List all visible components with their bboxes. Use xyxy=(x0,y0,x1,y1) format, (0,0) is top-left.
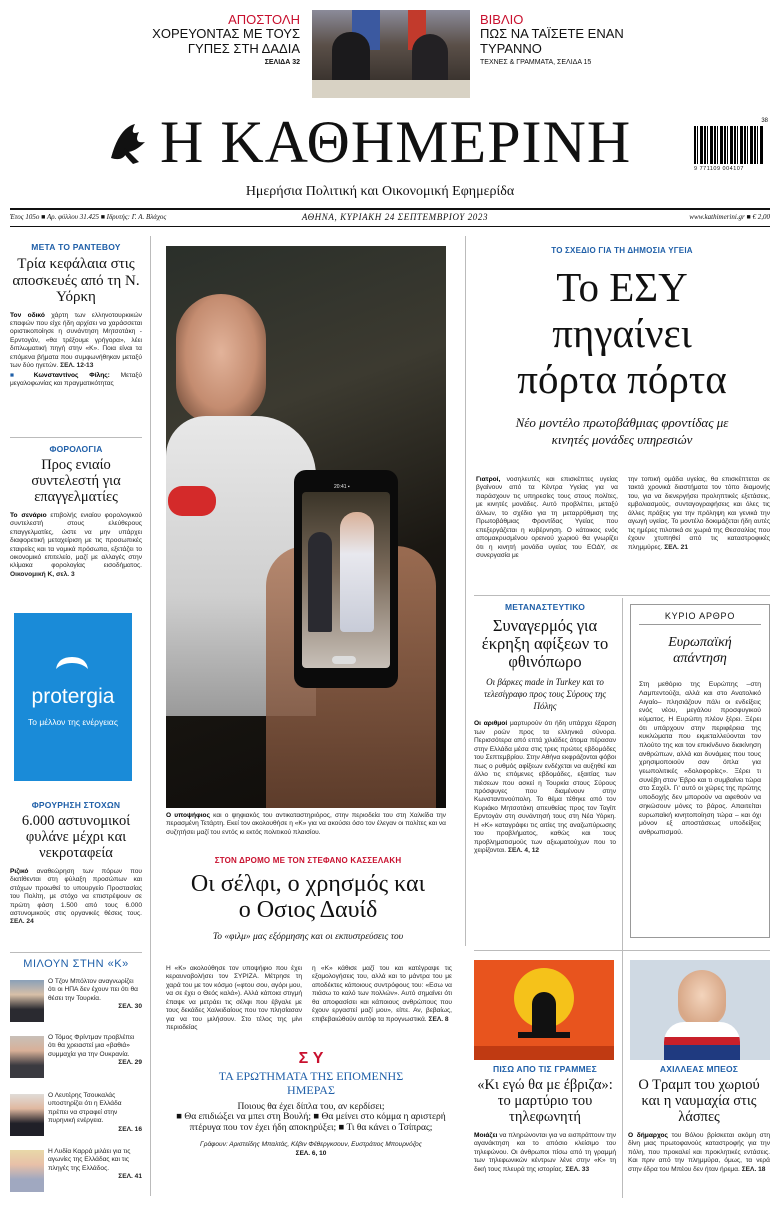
protergia-ad[interactable] xyxy=(14,613,132,781)
story-text: να πληρώνονται για να εισπράττουν την αγανάκτηση και το απόσιο κλείσιμο του τηλεφώνου. Οι άνθρωποι πίσω από τη γραμμή των τηλεφωνικών κέντρων λένε στην «Κ» τη δική τους πλευρά της ιστορίας. xyxy=(474,1131,616,1173)
story-title: Το ΕΣΥ πηγαίνει πόρτα πόρτα xyxy=(517,264,727,402)
story-body xyxy=(474,1132,616,1174)
left-story-police[interactable] xyxy=(10,800,142,927)
masthead-subtitle: Ημερήσια Πολιτική και Οικονομική Εφημερίδα xyxy=(245,184,515,199)
caption-text: και ο ψηφιακός του αντικαταστηριόρος, στην περιοδεία του στη Χαλκίδα την περασμένη Τετάρτη. Εκεί τον ακολουθήσε η «Κ» για να ακούσει όσο τον έλεγαν οι πολίτες και να συζητήσει μαζί του εντός κι εκτός πολιτικού πλαισίου. xyxy=(166,812,446,836)
center-story[interactable] xyxy=(158,856,458,942)
chair-shape xyxy=(518,1032,570,1038)
story-ref: ΣΕΛ. 18 xyxy=(741,1165,766,1173)
story-lead: Οι αριθμοί xyxy=(474,720,508,728)
story-lead: Το σενάριο xyxy=(10,511,47,519)
dateline-right: www.kathimerini.gr ■ € 2,00 xyxy=(689,213,770,221)
story-ref: ΣΕΛ. 12-13 xyxy=(60,362,94,370)
top-teaser-photo xyxy=(312,10,470,98)
dateline-rule xyxy=(10,226,770,227)
dateline-rule xyxy=(10,208,770,210)
story-text: η «Κ» κάθισε μαζί του και κατέγραψε τις εξομολογήσεις του, αλλά και το μάντρα του με αποδέκτες κάποιους συντρόφους του: «Εσω να πιάσω το καλό των πολλών». Αυτό σημαίνει ότι θα αποφασίσει και κάποιους ανθρώπους που έχουν εργαστεί μαζί μου», είπε. Αν, βεβαίως, επιβεβαιώθούν αυτόφ τα προγνωστικά. xyxy=(312,965,452,1023)
section-divider xyxy=(10,437,142,438)
section-divider xyxy=(474,950,770,951)
dateline-left: Έτος 105ο ■ Αρ. φύλλου 31.425 ■ Ιδρυτής: Γ. Α. Βλάχος xyxy=(10,213,167,221)
caricature-head xyxy=(678,970,726,1026)
story-title: Οι σέλφι, ο χρησμός και ο Οσιος Δαυίδ xyxy=(190,871,426,924)
story-title: Συναγερμός για έκρηξη αφίξεων το φθινόπωρο xyxy=(481,616,609,672)
main-photo xyxy=(166,246,446,808)
story-kicker: ΜΕΤΑ ΤΟ ΡΑΝΤΕΒΟΥ xyxy=(31,242,121,252)
speak-ref: ΣΕΛ. 29 xyxy=(118,1059,142,1067)
questions-ref: ΣΕΛ. 6, 10 xyxy=(295,1150,327,1158)
story-subtitle: Οι βάρκες made in Turkey και το τελεσίγραφο προς τους Σύρους της Πόλης xyxy=(483,677,607,711)
speak-name: Ο Τόμος Φρίντμαν xyxy=(48,1034,102,1041)
phone-clock: 20:41 ▪ xyxy=(334,484,350,490)
speak-header: ΜΙΛΟΥΝ ΣΤΗΝ «Κ» xyxy=(23,958,129,970)
speak-item[interactable] xyxy=(10,1034,142,1086)
trump-illustration xyxy=(630,960,770,1060)
note-text: Μεταξύ μεγαλοφωνίας και πραγματικότητας xyxy=(10,371,142,387)
main-story-col2 xyxy=(628,476,770,552)
speak-name: Η Λυδία Καρρά xyxy=(48,1148,93,1155)
story-title: «Κι εγώ θα με έβριζα»: το μαρτύριο του τηλεφωνητή xyxy=(477,1077,613,1125)
speak-name: Ο Λευτέρης Τσουκαλάς xyxy=(48,1092,116,1099)
questions-line1: Ποιους θα έχει δίπλα του, αν κερδίσει; xyxy=(237,1101,385,1112)
column-divider xyxy=(150,236,151,1196)
questions-line2: ■ Θα επιδιώξει να μπει στη Βουλή; ■ Θα μείνει στο κόμμα η αριστερή πτέρυγα που τον έχει ήδη αποκηρύξει; ■ Τι θα κάνει ο Τσίπρας; xyxy=(176,1111,446,1134)
speak-box xyxy=(10,958,142,970)
left-story-ny[interactable] xyxy=(10,242,142,388)
barcode-issue: 38 xyxy=(761,118,768,124)
speak-quote: μιλάει για τις αγωνίες της Ελλάδας και τις πληγές της Ελλάδος. xyxy=(48,1148,131,1172)
person-silhouette xyxy=(308,532,332,632)
editorial-kicker: ΚΥΡΙΟ ΑΡΘΡΟ xyxy=(639,611,761,625)
story-title: Ο Τραμπ του χωριού και η ναυμαχία στις λάσπες xyxy=(638,1077,760,1125)
teaser-ref: ΣΕΛΙΔΑ 32 xyxy=(264,58,300,66)
masthead-logo-icon xyxy=(105,118,153,170)
left-story-tax[interactable] xyxy=(10,444,142,579)
note-author: Κωνσταντίνος Φίλης: xyxy=(33,371,110,379)
story-lead: Τον οδικό xyxy=(10,311,45,319)
story-text: του Βόλου βρίσκεται ακόμη στη δίνη μιας πρωτοφανούς καταστροφής για την πόλη, που προκαλεί και προκλητικές εντάσεις. Και πριν από την πλημμύρα, όμως, τα νερά στην έδρα του Μπέου δεν ήταν ήρεμα. xyxy=(628,1131,770,1173)
editorial-title: Ευρωπαϊκή απάντηση xyxy=(668,635,732,667)
avatar xyxy=(10,980,44,1022)
questions-authors: Γράφουν: Αριστείδης Μπαλτάς, Κέβιν Φέθεργκσουν, Ευστράτιος Μπουρνόζος xyxy=(200,1141,422,1149)
story-body xyxy=(10,312,142,371)
story-kicker: ΤΟ ΣΧΕΔΙΟ ΓΙΑ ΤΗ ΔΗΜΟΣΙΑ ΥΓΕΙΑ xyxy=(551,246,693,255)
story-body xyxy=(474,720,616,855)
story-lead: Ο δήμαρχος xyxy=(628,1131,668,1139)
story-kicker: ΑΧΙΛΛΕΑΣ ΜΠΕΟΣ xyxy=(659,1064,739,1074)
desk-shape xyxy=(474,1046,614,1060)
story-title: Προς ενιαίο συντελεστή για επαγγελματίες xyxy=(31,457,121,505)
callcenter-illustration xyxy=(474,960,614,1060)
barcode-bars xyxy=(694,126,764,164)
speak-ref: ΣΕΛ. 30 xyxy=(118,1003,142,1011)
caption-lead: Ο υποψήφιος xyxy=(166,812,210,819)
teaser-title: ΠΩΣ ΝΑ ΤΑΪΣΕΤΕ ΕΝΑΝ ΤΥΡΑΝΝΟ xyxy=(480,26,624,56)
masthead-title: Η ΚΑΘΗΜΕΡΙΝΗ xyxy=(160,109,632,175)
story-body xyxy=(10,512,142,580)
story-body xyxy=(628,1132,770,1174)
story-text: Η «Κ» ακολούθησε τον υποψήφιο που έχει κεραυνοβολήσει τον ΣΥΡΙΖΑ. Μέτρησε τη χαρά του με τον κόσμο («φτου σου, αγόρι μου, να σε έχει ο Θεός καλά»). Αλλά κάποια στιγμή έπαψε να μετράει τις σέλφι που έβγαλε με τους δεκάδες Χαλκιδαίους που τον πλησίασαν για να του μιλήσουν. Στο τέλος της μίνι περιοδείας xyxy=(166,965,302,1032)
phone-screen xyxy=(302,492,390,668)
speak-item[interactable] xyxy=(10,1092,142,1144)
story-ref: ΣΕΛ. 33 xyxy=(565,1165,590,1173)
story-kicker: ΦΡΟΥΡΗΣΗ ΣΤΟΧΩΝ xyxy=(31,800,121,810)
teaser-ref: ΤΕΧΝΕΣ & ΓΡΑΜΜΑΤΑ, ΣΕΛΙΔΑ 15 xyxy=(480,58,592,66)
story-ref: ΣΕΛ. 24 xyxy=(10,918,34,926)
questions-symbol: Σ Y xyxy=(298,1050,324,1067)
story-kicker: ΠΙΣΩ ΑΠΟ ΤΙΣ ΓΡΑΜΜΕΣ xyxy=(493,1064,597,1074)
figure-shape xyxy=(532,992,556,1036)
teaser-title: ΧΟΡΕΥΟΝΤΑΣ ΜΕ ΤΟΥΣ ΓΥΠΕΣ ΣΤΗ ΔΑΔΙΑ xyxy=(152,26,300,56)
story-title: 6.000 αστυνομικοί φυλάνε μέχρι και νεκροταφεία xyxy=(21,813,131,861)
section-divider xyxy=(10,952,142,953)
story-subtitle: Νέο μοντέλο πρωτοβάθμιας φροντίδας με κινητές μονάδες υπηρεσιών xyxy=(515,414,729,447)
top-teaser-left[interactable] xyxy=(150,12,300,66)
migration-story[interactable] xyxy=(474,602,616,855)
story-text: επιβολής ενιαίου φορολογικού συντελεστή στους ελεύθερους επαγγελματίες, ώστε να μην υπάρχει διαφορετική μεταχείριση με τις προσωπικές εταιρείες και τα νομικά πρόσωπα, εξετάζει το οικονομικό επιτελείο, μαζί με αλλαγές στην κλίμακα φορολογίας εισοδήματος. xyxy=(10,511,142,570)
center-story-col2 xyxy=(312,965,452,1024)
ad-tagline: Το μέλλον της ενέργειας xyxy=(28,717,118,727)
table-shape xyxy=(312,80,470,98)
main-story[interactable] xyxy=(474,246,770,449)
avatar xyxy=(10,1094,44,1136)
teaser-kicker: ΑΠΟΣΤΟΛΗ xyxy=(228,12,300,27)
caricature-body xyxy=(664,1022,740,1060)
story-text: αναθεώρηση των πόρων που διατίθενται στη φύλαξη προσώπων και στόχων προωθεί το υπουργείο Προστασίας του Πολίτη, με στόχο να επιστρέψουν σε πρώτη φάση 1.500 από τους 6.000 αστυνομικούς στις οργανικές θέσεις τους. xyxy=(10,867,142,917)
column-divider xyxy=(465,236,466,946)
story-kicker: ΣΤΟΝ ΔΡΟΜΟ ΜΕ ΤΟΝ ΣΤΕΦΑΝΟ ΚΑΣΣΕΛΑΚΗ xyxy=(214,856,402,865)
phone-slider xyxy=(332,656,356,664)
speak-item[interactable] xyxy=(10,1148,142,1200)
story-ref: Οικονομική Κ, σελ. 3 xyxy=(10,570,75,578)
editorial-body: Στη μεθόριο της Ευρώπης –στη Λαμπεντούζα, αλλά και στο Ανατολικό Αιγαίο– πλησιάζουν πάλι οι ενδείξεις ενός νέου, μεγάλου προσφυγικού κύματος. Η Ευρώπη πλέον ξέρει. Ξέρει ότι υπάρχουν στην περιφέρεια της κυκλώματα που εκμεταλλεύονται τον πλούτο της και τον επικίνδυνο διακίνηση ανθρώπων, αλλά και δυνάμεις που τους χρησιμοποιούν σαν όπλα για γεωπολιτικές «δολοφορίες». Ξέρει τι συνέβη στον Έβρο και τι συμβαίνει τώρα στο Σαχέλ. Γι' αυτό οι χώρες της πρώτης υποδοχής δεν μπορούν να αφεθούν να σηκώσουν μόνες το βάρος. Απαιτείται ευρωπαϊκή κινητοποίηση τώρα – και όχι μόνον εξ αποστάσεως υποδείξεις ανθρωπισμού. xyxy=(639,681,761,836)
column-divider xyxy=(622,598,623,1198)
speak-quote: αναγνωρίζει ότι οι ΗΠΑ δεν έχουν πει ότι θα θέσει την Τουρκία. xyxy=(48,978,138,1002)
avatar xyxy=(10,1150,44,1192)
story-text: χάρτη των ελληνοτουρκικών επαφών που είχε ήδη αρχίσει να χαράσσεται οριστικοποίησε η συνάντηση Μητσοτάκη - Ερντογάν, «θα τρέξουμε γρήγορα», λέει διπλωματική πηγή στην «Κ». Ποια είναι τα επόμενα βήματα που συμφωνήθηκαν μεταξύ των δύο ηγετών. xyxy=(10,311,142,370)
section-divider xyxy=(474,595,770,596)
barcode-number: 9 771109 004107 xyxy=(694,166,744,172)
story-body xyxy=(10,868,142,927)
speak-ref: ΣΕΛ. 41 xyxy=(118,1173,142,1181)
speak-text xyxy=(48,1034,142,1068)
story-ref: ΣΕΛ. 21 xyxy=(664,543,689,551)
speak-ref: ΣΕΛ. 16 xyxy=(118,1125,142,1133)
story-title: Τρία κεφάλαια στις αποσκευές από τη Ν. Υόρκη xyxy=(12,256,140,305)
protergia-logo-icon xyxy=(52,655,92,685)
story-ref: ΣΕΛ. 8 xyxy=(428,1015,449,1023)
bottom-story-callcenter[interactable] xyxy=(474,1064,616,1174)
speak-text xyxy=(48,1092,142,1134)
avatar xyxy=(10,1036,44,1078)
person-silhouette xyxy=(340,512,374,632)
story-ref: ΣΕΛ. 4, 12 xyxy=(507,847,540,855)
story-lead: Ριζικό xyxy=(10,867,29,875)
editorial-box[interactable] xyxy=(630,604,770,938)
story-kicker: ΜΕΤΑΝΑΣΤΕΥΤΙΚΟ xyxy=(504,602,586,612)
story-lead: Μοιάζει xyxy=(474,1131,498,1139)
speak-item[interactable] xyxy=(10,978,142,1030)
story-text: νοσηλευτές και επισκέπτες υγείας βγαίνουν από τα Κέντρα Υγείας για να παράσχουν τις υπηρεσίες τους στους πολίτες, με κινητές μονάδες. Αυτό προβλέπει, μεταξύ άλλων, το σχέδιο για τη μεταρρύθμιση της Πρωτοβάθμιας Φροντίδας Υγείας που επεξεργάζεται η κυβέρνηση. Ο κάτοικος ενός απομακρυσμένου ορεινού χωριού θα γνωρίζει ότι η κινητή μονάδα υγείας του ΕΟΔΥ, σε συνεργασία με xyxy=(476,476,618,559)
story-text: μαρτυρούν ότι ήδη υπάρχει έξαρση των ροών προς τα ελληνικά σύνορα. Περισσότερα από επτά χιλιάδες άτομα πέρασαν στην Ελλάδα μέσα στις τρεις πρώτες εβδομάδες του Σεπτεμβρίου. Στην Αθήνα εκφράζονται φόβοι πως ο ρυθμός αφίξεων ενδέχεται να αυξηθεί και άλλο τις επόμενες εβδομάδες, εξαιτίας των πιέσεων που ασκεί η Τουρκία στους Σύρους πρόσφυγες που διαμένουν στην Κωνσταντινούπολη. Το θέμα τέθηκε από τον Κυριάκο Μητσοτάκη απευθείας προς τον Ταγίπ Ερντογάν στη συνάντησή τους στη Νέα Υόρκη. Η «Κ» καταγράφει τις αιτίες της αναζωπύρωσης του προβλήματος, καθώς και τους προβληματισμούς των αξιωματούχων που το χειρίζονται. xyxy=(474,720,617,855)
story-subtitle: Το «φιλμ» μας εξόρμησης και οι εκπυστρεύσεις του xyxy=(212,931,404,942)
photo-caption xyxy=(166,812,446,837)
questions-box[interactable] xyxy=(166,1050,456,1157)
microphone-icon xyxy=(168,486,216,516)
dateline-center: ΑΘΗΝΑ, ΚΥΡΙΑΚΗ 24 ΣΕΠΤΕΜΒΡΙΟΥ 2023 xyxy=(301,212,489,222)
questions-title: ΤΑ ΕΡΩΤΗΜΑΤΑ ΤΗΣ ΕΠΟΜΕΝΗΣ ΗΜΕΡΑΣ xyxy=(218,1069,404,1097)
story-note: ■ Κωνσταντίνος Φίλης: Μεταξύ μεγαλοφωνίας και πραγματικότητας xyxy=(10,371,142,387)
center-story-col1 xyxy=(166,965,302,1033)
main-story-col1 xyxy=(476,476,618,560)
bottom-story-trump[interactable] xyxy=(628,1064,770,1174)
top-teaser-right[interactable] xyxy=(480,12,640,66)
person-face xyxy=(176,294,266,424)
speak-quote: προβλέπει ότι θα χρειαστεί μια «βαθιά» συμμαχία για την Ουκρανία. xyxy=(48,1034,135,1058)
story-text: την τοπική ομάδα υγείας, θα επισκέπτεται σε τακτά χρονικά διαστήματα τον τόπο διαμονής του, για να διενεργήσει προληπτικές εξετάσεις, εμβολιασμούς, συνταγογραφήσεις και όλες τις άλλες πράξεις για την πρόληψη και γενικά την αγωγή υγείας. Το μοντέλο δοκιμάζεται ήδη αυτές τις ημέρες πιλοτικά σε χωριά της Θεσσαλίας που έχουν χτυπηθεί από τις καταστροφικές πλημμύρες. xyxy=(628,476,770,551)
barcode xyxy=(694,118,768,174)
story-lead: Γιατροί, xyxy=(476,476,501,483)
speak-quote: υποστηρίζει ότι η Ελλάδα πρέπει να στραφεί στην πυρηνική ενέργεια. xyxy=(48,1100,122,1125)
speak-name: Ο Τζον Μπόλτον xyxy=(48,978,97,985)
speak-text xyxy=(48,978,142,1012)
ad-brand: protergia xyxy=(31,685,115,708)
story-kicker: ΦΟΡΟΛΟΓΙΑ xyxy=(49,444,103,454)
teaser-kicker: ΒΙΒΛΙΟ xyxy=(480,12,524,27)
speak-text xyxy=(48,1148,142,1182)
